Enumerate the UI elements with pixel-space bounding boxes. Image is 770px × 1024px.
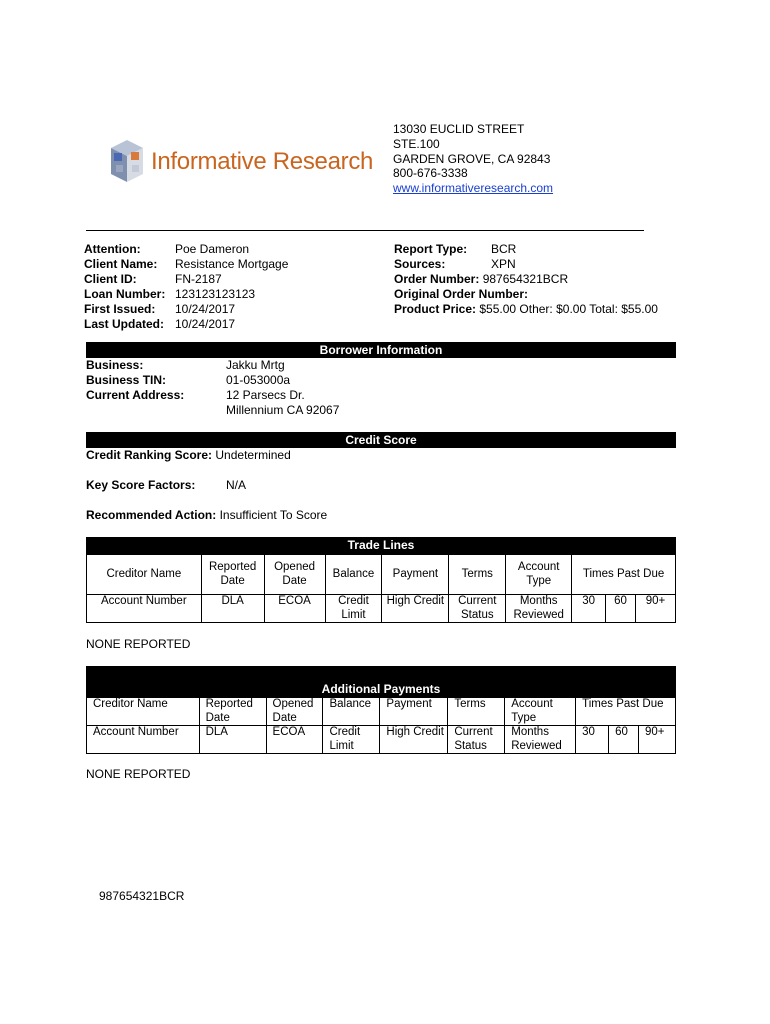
balance-header: Balance [323, 698, 380, 726]
past-due-60-header: 60 [609, 726, 639, 754]
account-type-header: Account Type [506, 555, 572, 595]
report-type-value: BCR [491, 242, 517, 256]
order-number-value: 987654321BCR [482, 272, 569, 286]
high-credit-header: High Credit [380, 726, 448, 754]
opened-date-header: Opened Date [264, 555, 325, 595]
website-link[interactable]: www.informativeresearch.com [393, 181, 554, 196]
credit-score-section-header: Credit Score [86, 432, 676, 448]
trade-lines-section-header: Trade Lines [86, 537, 676, 554]
address-line-1: 12 Parsecs Dr. [226, 388, 305, 402]
table-row [87, 698, 676, 726]
trade-lines-none-reported: NONE REPORTED [86, 637, 191, 651]
product-price-label: Product Price: [394, 302, 477, 316]
header-divider [86, 230, 644, 231]
times-past-due-header: Times Past Due [572, 555, 676, 595]
current-status-header: Current Status [449, 595, 506, 623]
product-price-value: $55.00 Other: $0.00 Total: $55.00 [479, 302, 658, 316]
last-updated-label: Last Updated: [84, 317, 165, 331]
report-header-left [84, 242, 288, 332]
credit-ranking-value: Undetermined [215, 448, 291, 462]
cube-logo-icon [107, 138, 147, 186]
times-past-due-header: Times Past Due [576, 698, 676, 726]
terms-header: Terms [449, 555, 506, 595]
address-line-2: Millennium CA 92067 [226, 403, 340, 417]
ecoa-header: ECOA [264, 595, 325, 623]
account-type-header: Account Type [505, 698, 576, 726]
months-reviewed-header: Months Reviewed [506, 595, 572, 623]
company-name: Informative Research [151, 148, 374, 175]
client-name-label: Client Name: [84, 257, 158, 271]
recommended-action-label: Recommended Action: [86, 508, 217, 522]
address-line: 13030 EUCLID STREET [393, 122, 525, 136]
past-due-90-header: 90+ [636, 595, 676, 623]
reported-date-header: Reported Date [199, 698, 266, 726]
loan-number-value: 123123123123 [175, 287, 256, 301]
first-issued-label: First Issued: [84, 302, 156, 316]
past-due-60-header: 60 [606, 595, 636, 623]
additional-payments-table [86, 697, 676, 754]
business-tin-value: 01-053000a [226, 373, 291, 387]
phone-number: 800-676-3338 [393, 166, 468, 181]
past-due-30-header: 30 [572, 595, 606, 623]
credit-limit-header: Credit Limit [323, 726, 380, 754]
report-type-label: Report Type: [394, 242, 468, 256]
last-updated-value: 10/24/2017 [175, 317, 236, 331]
key-score-factors-label: Key Score Factors: [86, 478, 196, 492]
report-header-right [394, 242, 658, 317]
ecoa-header: ECOA [266, 726, 323, 754]
table-row [87, 595, 676, 623]
additional-payments-none-reported: NONE REPORTED [86, 767, 191, 781]
original-order-label: Original Order Number: [394, 287, 529, 301]
account-number-header: Account Number [87, 595, 202, 623]
credit-ranking-row [86, 448, 291, 463]
key-score-factors-row [86, 478, 246, 493]
business-value: Jakku Mrtg [226, 358, 285, 372]
sources-value: XPN [491, 257, 516, 271]
attention-value: Poe Dameron [175, 242, 250, 256]
table-row [87, 726, 676, 754]
current-address-label: Current Address: [86, 388, 185, 402]
terms-header: Terms [448, 698, 505, 726]
trade-lines-table [86, 554, 676, 623]
company-logo [107, 138, 377, 186]
address-line: GARDEN GROVE, CA 92843 [393, 151, 551, 166]
borrower-section-header: Borrower Information [86, 342, 676, 358]
creditor-name-header: Creditor Name [87, 555, 202, 595]
key-score-factors-value: N/A [226, 478, 247, 492]
loan-number-label: Loan Number: [84, 287, 166, 301]
credit-limit-header: Credit Limit [325, 595, 382, 623]
attention-label: Attention: [84, 242, 141, 256]
recommended-action-row [86, 508, 327, 523]
first-issued-value: 10/24/2017 [175, 302, 236, 316]
client-id-label: Client ID: [84, 272, 137, 286]
credit-ranking-label: Credit Ranking Score: [86, 448, 213, 462]
past-due-30-header: 30 [576, 726, 609, 754]
address-line: STE.100 [393, 136, 440, 151]
footer-order-id: 987654321BCR [99, 889, 185, 903]
business-tin-label: Business TIN: [86, 373, 167, 387]
client-id-value: FN-2187 [175, 272, 222, 286]
account-number-header: Account Number [87, 726, 200, 754]
payment-header: Payment [382, 555, 449, 595]
sources-label: Sources: [394, 257, 446, 271]
payment-header: Payment [380, 698, 448, 726]
high-credit-header: High Credit [382, 595, 449, 623]
past-due-90-header: 90+ [639, 726, 676, 754]
creditor-name-header: Creditor Name [87, 698, 200, 726]
client-name-value: Resistance Mortgage [175, 257, 289, 271]
current-status-header: Current Status [448, 726, 505, 754]
company-address [393, 122, 553, 196]
business-label: Business: [86, 358, 144, 372]
balance-header: Balance [325, 555, 382, 595]
borrower-info [86, 358, 339, 418]
recommended-action-value: Insufficient To Score [219, 508, 328, 522]
opened-date-header: Opened Date [266, 698, 323, 726]
reported-date-header: Reported Date [201, 555, 264, 595]
months-reviewed-header: Months Reviewed [505, 726, 576, 754]
order-number-label: Order Number: [394, 272, 480, 286]
table-row [87, 555, 676, 595]
dla-header: DLA [201, 595, 264, 623]
dla-header: DLA [199, 726, 266, 754]
additional-payments-section-header: Additional Payments [321, 682, 441, 696]
